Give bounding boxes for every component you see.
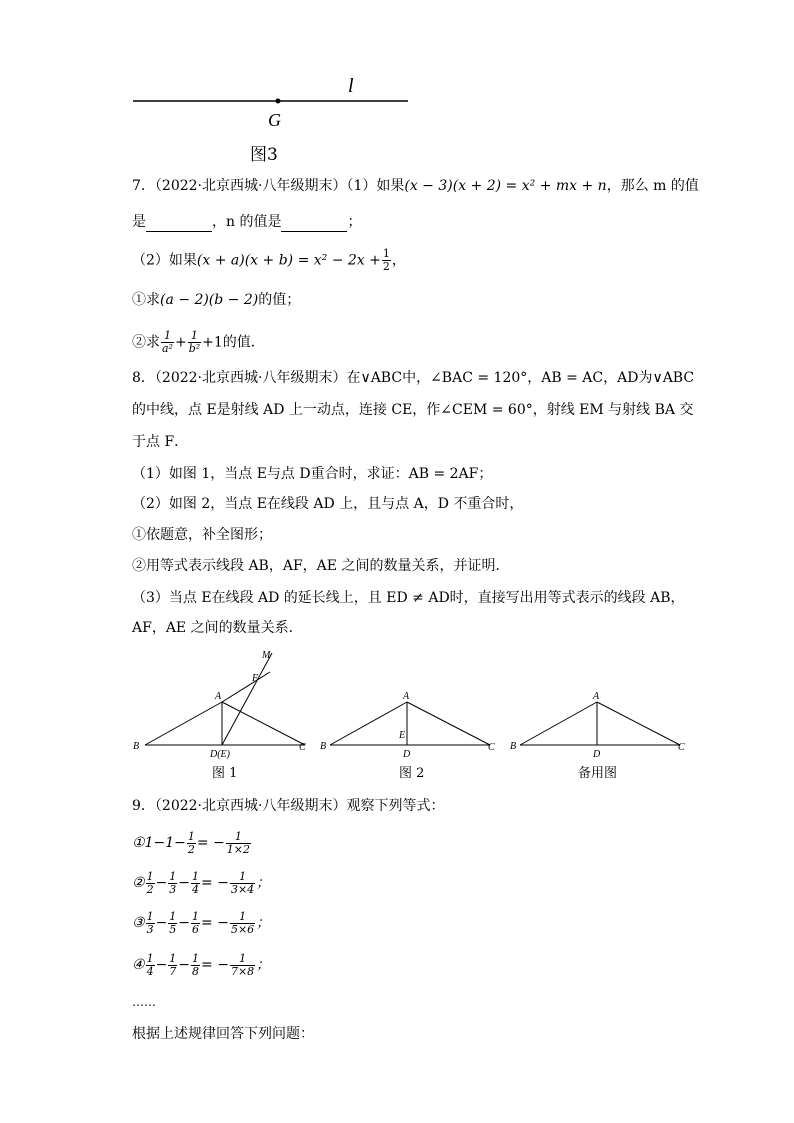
- frac-den: 3×4: [230, 882, 255, 896]
- figure-2: [318, 645, 508, 760]
- q8-number: 8．: [132, 370, 155, 386]
- frac-den: 7×8: [230, 964, 255, 978]
- frac-num: 1: [230, 871, 255, 884]
- minus-sign: −: [155, 875, 168, 891]
- eq4-a: [146, 953, 155, 978]
- label-D: D: [593, 749, 601, 760]
- q9-number: 9．: [132, 798, 155, 814]
- q7-part2-expr: (x + a)(x + b) = x² − 2x +: [196, 252, 381, 269]
- frac-den: 1×2: [226, 842, 250, 856]
- minus-sign: −: [178, 915, 191, 931]
- frac-den: 4: [192, 882, 200, 896]
- circled-1: ①: [132, 292, 146, 308]
- eq4-c: [191, 953, 200, 978]
- q9-intro: 观察下列等式：: [346, 798, 445, 814]
- q7-line2-c: ；: [347, 214, 362, 230]
- figure-1: [125, 645, 320, 760]
- q9-closing: 根据上述规律回答下列问题：: [132, 1026, 314, 1042]
- q9-eq3: [132, 906, 270, 940]
- q7-sub2: [132, 330, 265, 355]
- ray-EM: [222, 653, 272, 745]
- label-B: B: [510, 741, 517, 752]
- frac-num: 1: [192, 869, 200, 883]
- answer-blank-n[interactable]: [281, 217, 347, 232]
- q9-eq1: [132, 826, 252, 860]
- q8-line1-text: 在∨ABC中，∠BAC = 120°，AB = AC，AD为∨ABC: [346, 370, 695, 386]
- label-E: E: [399, 730, 406, 741]
- q8-part2: （2）如图 2，当点 E在线段 AD 上，且与点 A，D 不重合时，: [132, 496, 524, 512]
- q7-sub1-tail: 的值；: [258, 292, 301, 308]
- segment-BA: [520, 702, 597, 745]
- label-C: C: [678, 742, 685, 753]
- circled-4: ④: [132, 957, 145, 973]
- equals-minus: = −: [201, 915, 229, 931]
- eq1-lead: 1−1−: [144, 835, 186, 851]
- q8-source: （2022·北京西城·八年级期末）: [154, 370, 347, 386]
- q7-part1-tail: ，那么 m 的值: [606, 178, 699, 194]
- circled-1: ①: [132, 835, 145, 851]
- q7-number: 7．: [132, 178, 155, 194]
- frac-den: 5×6: [230, 922, 255, 936]
- label-A: A: [593, 691, 600, 702]
- eq1-eq: = −: [196, 835, 225, 851]
- label-C: C: [299, 742, 306, 753]
- semicolon: ；: [256, 915, 271, 931]
- frac-den: 8: [192, 964, 200, 978]
- eq3-b: [168, 911, 177, 936]
- frac-den: 3: [146, 922, 154, 936]
- q7-sub1-expr: (a − 2)(b − 2): [160, 292, 259, 308]
- frac-den: 7: [169, 964, 177, 978]
- eq1-result: [226, 831, 251, 856]
- segment-BA: [330, 702, 407, 745]
- q8-part3-line2: AF，AE 之间的数量关系．: [132, 620, 303, 636]
- q7-sub1-text: 求: [146, 292, 160, 308]
- q7-sub2-text: 求: [146, 334, 160, 351]
- eq2-c: [191, 871, 200, 896]
- frac-num: 1: [188, 330, 201, 343]
- frac-den: a²: [162, 342, 173, 355]
- q7-sub2-tail: +1的值．: [202, 334, 265, 351]
- frac-num: 1: [169, 909, 177, 923]
- eq2-result: [230, 871, 255, 896]
- q7-part2-text: （2）如果: [132, 252, 197, 269]
- eq3-a: [146, 911, 155, 936]
- label-l: l: [348, 75, 354, 97]
- figure-3-caption: 图3: [250, 145, 278, 165]
- point-G: [276, 99, 281, 104]
- q9-eq4: [132, 948, 270, 982]
- frac-num: 1: [169, 869, 177, 883]
- label-B: B: [320, 741, 327, 752]
- semicolon: ；: [256, 957, 271, 973]
- frac-num: 1: [192, 909, 200, 923]
- fraction-1-over-a2: [161, 330, 174, 355]
- q8-line2: 的中线，点 E是射线 AD 上一动点，连接 CE，作∠CEM = 60°，射线 EM 与射线 BA 交: [132, 402, 694, 418]
- label-C: C: [488, 742, 495, 753]
- semicolon: ；: [256, 875, 271, 891]
- circled-2: ②: [132, 334, 146, 351]
- frac-num: 1: [192, 951, 200, 965]
- eq4-result: [230, 953, 255, 978]
- label-B: B: [133, 741, 140, 752]
- q7-part2-tail: ，: [391, 252, 406, 269]
- plus-sign: +: [174, 334, 187, 351]
- frac-den: b²: [188, 342, 201, 355]
- ray-BA: [222, 672, 270, 702]
- q7-sub1: [132, 290, 300, 310]
- q9-source: （2022·北京西城·八年级期末）: [154, 798, 347, 814]
- frac-den: 2: [146, 882, 154, 896]
- label-D: D: [403, 749, 411, 760]
- label-A: A: [215, 691, 222, 702]
- label-M: M: [262, 650, 271, 661]
- q7-part1-text: （1）如果: [346, 178, 405, 194]
- figure-backup: [508, 645, 698, 760]
- frac-den: 5: [169, 922, 177, 936]
- frac-num: 1: [161, 330, 174, 343]
- q7-line2-b: ，n 的值是: [212, 214, 282, 230]
- figure-backup-caption: 备用图: [578, 766, 618, 781]
- q9-header: [132, 796, 444, 816]
- label-A: A: [403, 691, 410, 702]
- frac-num: 1: [187, 829, 195, 843]
- q8-part1: （1）如图 1，当点 E与点 D重合时，求证：AB = 2AF；: [132, 466, 493, 482]
- equals-minus: = −: [201, 957, 229, 973]
- q7-source: （2022·北京西城·八年级期末）: [154, 178, 347, 194]
- frac-den: 2: [187, 842, 195, 856]
- frac-den: 3: [169, 882, 177, 896]
- q7-line1: [132, 176, 699, 196]
- frac-num: 1: [146, 909, 154, 923]
- frac-den: 6: [192, 922, 200, 936]
- frac-num: 1: [230, 911, 255, 924]
- q8-line3: 于点 F．: [132, 434, 189, 450]
- q7-line2-a: 是: [132, 214, 146, 230]
- q8-sub1: ①依题意，补全图形；: [132, 527, 272, 543]
- figure-1-caption: 图 1: [212, 766, 238, 781]
- fraction-1-over-b2: [188, 330, 201, 355]
- segment-AC: [222, 702, 305, 745]
- label-G: G: [268, 110, 281, 130]
- q7-line2: [132, 212, 361, 232]
- segment-BA: [145, 702, 222, 745]
- minus-sign: −: [178, 875, 191, 891]
- circled-2: ②: [132, 875, 145, 891]
- eq1-fraction: [187, 831, 196, 856]
- q9-eq2: [132, 866, 270, 900]
- minus-sign: −: [155, 915, 168, 931]
- frac-num: 1: [146, 951, 154, 965]
- answer-blank-m[interactable]: [146, 217, 212, 232]
- minus-sign: −: [155, 957, 168, 973]
- figure-2-caption: 图 2: [399, 766, 425, 781]
- frac-num: 1: [226, 831, 251, 844]
- eq2-a: [146, 871, 155, 896]
- equals-minus: = −: [201, 875, 229, 891]
- frac-den: 4: [146, 964, 154, 978]
- eq3-c: [191, 911, 200, 936]
- eq4-b: [168, 953, 177, 978]
- minus-sign: −: [178, 957, 191, 973]
- q8-part3-line1: （3）当点 E在线段 AD 的延长线上，且 ED ≠ AD时，直接写出用等式表示的线段 AB，: [132, 590, 685, 606]
- fraction-half: [382, 248, 391, 273]
- frac-num: 1: [169, 951, 177, 965]
- frac-den: 2: [382, 260, 390, 273]
- eq2-b: [168, 871, 177, 896]
- q8-sub2: ②用等式表示线段 AB，AF，AE 之间的数量关系，并证明．: [132, 558, 510, 574]
- q7-part2: [132, 248, 406, 273]
- frac-num: 1: [230, 953, 255, 966]
- label-F: F: [252, 673, 259, 684]
- circled-3: ③: [132, 915, 145, 931]
- eq3-result: [230, 911, 255, 936]
- q7-part1-expr: (x − 3)(x + 2) = x² + mx + n: [404, 178, 607, 194]
- label-D: D(E): [210, 749, 230, 760]
- frac-num: 1: [146, 869, 154, 883]
- q8-line1: [132, 368, 694, 388]
- segment-AC: [597, 702, 680, 745]
- segment-AC: [407, 702, 490, 745]
- q9-ellipsis: ……: [132, 995, 156, 1009]
- frac-num: 1: [382, 247, 390, 260]
